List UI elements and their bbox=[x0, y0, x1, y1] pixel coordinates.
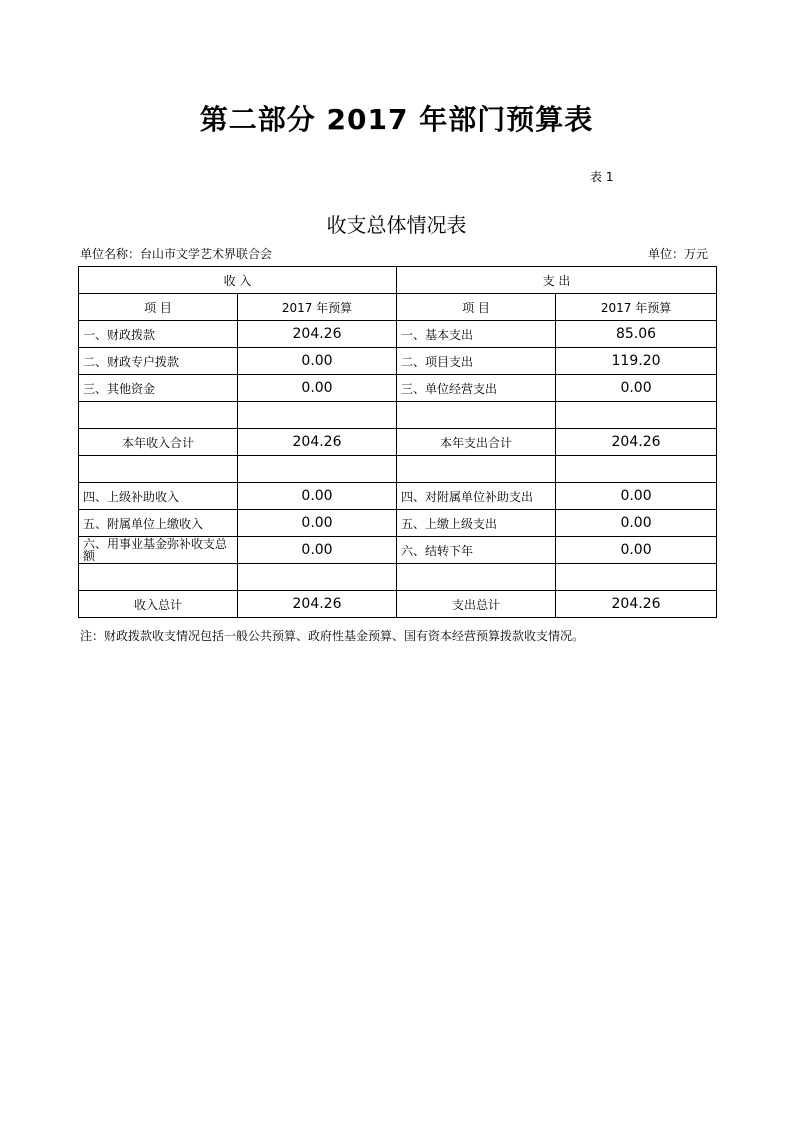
table-row bbox=[79, 537, 717, 564]
income-value: 0.00 bbox=[238, 348, 397, 375]
column-header-row bbox=[79, 294, 717, 321]
expense-value bbox=[556, 456, 717, 483]
footnote: 注：财政拨款收支情况包括一般公共预算、政府性基金预算、国有资本经营预算拨款收支情况。 bbox=[80, 629, 585, 643]
income-item: 三、其他资金 bbox=[79, 375, 238, 402]
income-value bbox=[238, 564, 397, 591]
expense-subtotal-label: 本年支出合计 bbox=[397, 429, 556, 456]
income-item: 六、用事业基金弥补收支总额 bbox=[79, 537, 238, 564]
page-title: 第二部分 2017 年部门预算表 bbox=[199, 103, 594, 136]
income-subtotal-label: 本年收入合计 bbox=[79, 429, 238, 456]
expense-total-label: 支出总计 bbox=[397, 591, 556, 618]
income-item: 四、上级补助收入 bbox=[79, 483, 238, 510]
income-budget-header: 2017 年预算 bbox=[238, 294, 397, 321]
income-value: 204.26 bbox=[238, 321, 397, 348]
expense-subtotal-value: 204.26 bbox=[556, 429, 717, 456]
expense-budget-header: 2017 年预算 bbox=[556, 294, 717, 321]
expense-item: 五、上缴上级支出 bbox=[397, 510, 556, 537]
income-total-value: 204.26 bbox=[238, 591, 397, 618]
expense-value: 0.00 bbox=[556, 483, 717, 510]
income-item bbox=[79, 456, 238, 483]
expense-item bbox=[397, 402, 556, 429]
income-total-label: 收入总计 bbox=[79, 591, 238, 618]
income-value bbox=[238, 402, 397, 429]
unit-name: 单位名称：台山市文学艺术界联合会 bbox=[80, 247, 273, 261]
income-item bbox=[79, 402, 238, 429]
income-subtotal-value: 204.26 bbox=[238, 429, 397, 456]
table-number: 表 1 bbox=[590, 170, 614, 184]
grand-total-row bbox=[79, 591, 717, 618]
income-section-header: 收 入 bbox=[79, 267, 397, 294]
table-row bbox=[79, 456, 717, 483]
table-row bbox=[79, 483, 717, 510]
income-item: 一、财政拨款 bbox=[79, 321, 238, 348]
income-item-header: 项 目 bbox=[79, 294, 238, 321]
table-row bbox=[79, 510, 717, 537]
expense-value: 85.06 bbox=[556, 321, 717, 348]
table-title: 收支总体情况表 bbox=[326, 213, 467, 237]
expense-item bbox=[397, 564, 556, 591]
income-item bbox=[79, 564, 238, 591]
expense-item-header: 项 目 bbox=[397, 294, 556, 321]
expense-value: 0.00 bbox=[556, 537, 717, 564]
income-value: 0.00 bbox=[238, 537, 397, 564]
expense-item: 二、项目支出 bbox=[397, 348, 556, 375]
table-row bbox=[79, 402, 717, 429]
expense-value: 0.00 bbox=[556, 375, 717, 402]
budget-table bbox=[78, 266, 717, 618]
expense-item: 六、结转下年 bbox=[397, 537, 556, 564]
table-row bbox=[79, 348, 717, 375]
income-value bbox=[238, 456, 397, 483]
unit-label: 单位：万元 bbox=[648, 247, 709, 261]
table-row bbox=[79, 321, 717, 348]
expense-item: 一、基本支出 bbox=[397, 321, 556, 348]
expense-value: 119.20 bbox=[556, 348, 717, 375]
expense-section-header: 支 出 bbox=[397, 267, 717, 294]
income-value: 0.00 bbox=[238, 483, 397, 510]
expense-value bbox=[556, 402, 717, 429]
expense-value: 0.00 bbox=[556, 510, 717, 537]
expense-item: 四、对附属单位补助支出 bbox=[397, 483, 556, 510]
section-header-row bbox=[79, 267, 717, 294]
subtotal-row bbox=[79, 429, 717, 456]
table-row bbox=[79, 375, 717, 402]
income-item: 五、附属单位上缴收入 bbox=[79, 510, 238, 537]
expense-total-value: 204.26 bbox=[556, 591, 717, 618]
table-row bbox=[79, 564, 717, 591]
expense-value bbox=[556, 564, 717, 591]
income-value: 0.00 bbox=[238, 375, 397, 402]
income-value: 0.00 bbox=[238, 510, 397, 537]
income-item: 二、财政专户拨款 bbox=[79, 348, 238, 375]
expense-item bbox=[397, 456, 556, 483]
expense-item: 三、单位经营支出 bbox=[397, 375, 556, 402]
